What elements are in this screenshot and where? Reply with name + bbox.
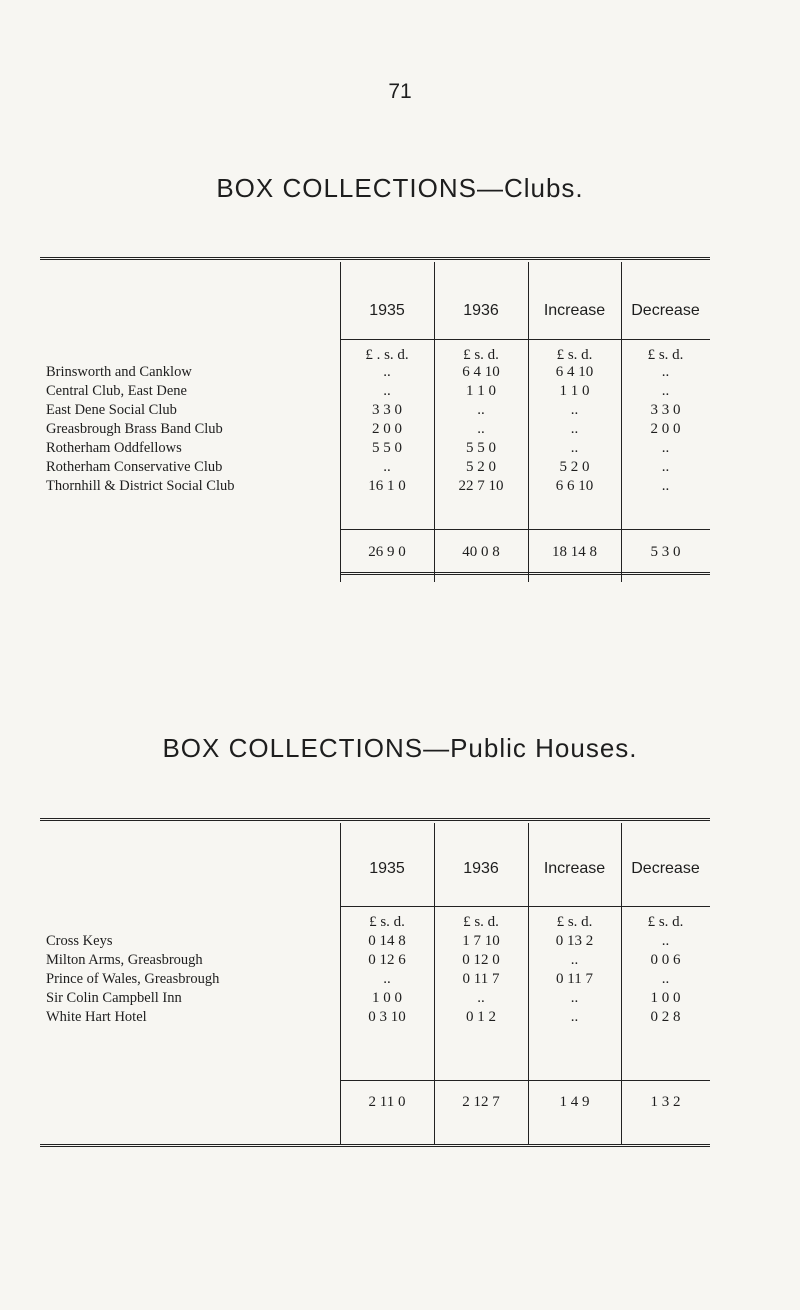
cell-decrease: 1 0 0 (650, 990, 681, 1006)
total-decrease: 5 3 0 (650, 544, 681, 560)
row-name: Milton Arms, Greasbrough (46, 952, 203, 968)
public-houses-unit-label: £ s. d. (463, 914, 499, 930)
clubs-section-title: BOX COLLECTIONS—Clubs. (216, 173, 584, 203)
row-name: East Dene Social Club (46, 402, 177, 418)
cell-1936: .. (477, 990, 485, 1006)
public-houses-table-bottom-rule (40, 1144, 710, 1147)
cell-decrease: .. (661, 933, 670, 949)
public-houses-section-title: BOX COLLECTIONS—Public Houses. (162, 733, 638, 763)
cell-1936: .. (477, 402, 485, 418)
public-houses-col-header-1936: 1936 (463, 860, 499, 877)
total-1935: 26 9 0 (368, 544, 406, 560)
total-1936: 2 12 7 (462, 1094, 500, 1110)
public-houses-col-header-increase: Increase (543, 860, 606, 877)
clubs-unit-label: £ s. d. (463, 347, 499, 363)
row-name: Rotherham Oddfellows (46, 440, 182, 456)
clubs-unit-label: £ . s. d. (365, 347, 409, 363)
page-number: 71 (388, 80, 412, 103)
public-houses-table-top-rule (40, 818, 710, 821)
public-houses-unit-label: £ s. d. (369, 914, 405, 930)
row-name: Cross Keys (46, 933, 113, 949)
cell-1936: 0 1 2 (466, 1009, 496, 1025)
public-houses-header-rule (340, 906, 710, 907)
clubs-unit-label: £ s. d. (556, 347, 593, 363)
clubs-header-rule (340, 339, 710, 340)
cell-increase: .. (570, 440, 579, 456)
total-increase: 1 4 9 (559, 1094, 590, 1110)
cell-decrease: .. (661, 440, 670, 456)
public-houses-unit-label: £ s. d. (647, 914, 684, 930)
cell-1936: 0 12 0 (462, 952, 500, 968)
cell-1936: 22 7 10 (458, 478, 504, 494)
clubs-col-header-increase: Increase (543, 302, 606, 319)
public-houses-col-header-1935: 1935 (369, 860, 405, 877)
public-houses-totals-rule (340, 1080, 710, 1081)
clubs-unit-label: £ s. d. (647, 347, 684, 363)
cell-1936: 1 7 10 (462, 933, 500, 949)
cell-decrease: 0 0 6 (650, 952, 681, 968)
cell-increase: 0 13 2 (555, 933, 594, 949)
row-name: Thornhill & District Social Club (46, 478, 235, 494)
cell-increase: 6 4 10 (555, 364, 594, 380)
cell-1935: 5 5 0 (372, 440, 402, 456)
cell-decrease: .. (661, 478, 670, 494)
cell-1936: .. (477, 421, 485, 437)
row-name: Central Club, East Dene (46, 383, 187, 399)
clubs-col-header-1935: 1935 (369, 302, 405, 319)
cell-increase: .. (570, 990, 579, 1006)
row-name: Rotherham Conservative Club (46, 459, 223, 475)
cell-1936: 6 4 10 (462, 364, 500, 380)
cell-1935: 3 3 0 (372, 402, 402, 418)
cell-1935: 16 1 0 (368, 478, 406, 494)
cell-1935: 1 0 0 (372, 990, 402, 1006)
cell-decrease: 3 3 0 (650, 402, 681, 418)
cell-decrease: .. (661, 383, 670, 399)
cell-1935: .. (383, 459, 391, 475)
clubs-col-header-1936: 1936 (463, 302, 499, 319)
cell-increase: 6 6 10 (555, 478, 594, 494)
cell-decrease: .. (661, 971, 670, 987)
cell-increase: .. (570, 1009, 579, 1025)
row-name: Sir Colin Campbell Inn (46, 990, 182, 1006)
cell-1935: .. (383, 383, 391, 399)
clubs-table-top-rule (40, 257, 710, 260)
cell-1935: 0 12 6 (368, 952, 406, 968)
cell-1936: 1 1 0 (466, 383, 496, 399)
row-name: Prince of Wales, Greasbrough (46, 971, 220, 987)
cell-decrease: .. (661, 459, 670, 475)
row-name: Brinsworth and Canklow (46, 364, 192, 380)
cell-1935: 0 14 8 (368, 933, 406, 949)
total-1935: 2 11 0 (368, 1094, 406, 1110)
cell-increase: .. (570, 421, 579, 437)
cell-1935: .. (383, 364, 391, 380)
total-decrease: 1 3 2 (650, 1094, 681, 1110)
cell-increase: .. (570, 952, 579, 968)
cell-increase: 0 11 7 (556, 971, 593, 987)
cell-decrease: .. (661, 364, 670, 380)
cell-1935: 2 0 0 (372, 421, 402, 437)
total-increase: 18 14 8 (552, 544, 597, 560)
clubs-col-header-decrease: Decrease (631, 302, 700, 319)
cell-decrease: 0 2 8 (650, 1009, 681, 1025)
total-1936: 40 0 8 (462, 544, 500, 560)
public-houses-col-header-decrease: Decrease (631, 860, 700, 877)
clubs-table-bottom-rule (340, 572, 710, 575)
row-name: Greasbrough Brass Band Club (46, 421, 223, 437)
clubs-totals-rule (340, 529, 710, 530)
cell-1936: 5 5 0 (466, 440, 496, 456)
public-houses-unit-label: £ s. d. (556, 914, 593, 930)
cell-increase: 5 2 0 (559, 459, 590, 475)
cell-1935: .. (383, 971, 391, 987)
cell-increase: .. (570, 402, 579, 418)
cell-1936: 0 11 7 (462, 971, 500, 987)
cell-1936: 5 2 0 (466, 459, 496, 475)
cell-increase: 1 1 0 (559, 383, 590, 399)
cell-decrease: 2 0 0 (650, 421, 681, 437)
cell-1935: 0 3 10 (368, 1009, 406, 1025)
row-name: White Hart Hotel (46, 1009, 147, 1025)
